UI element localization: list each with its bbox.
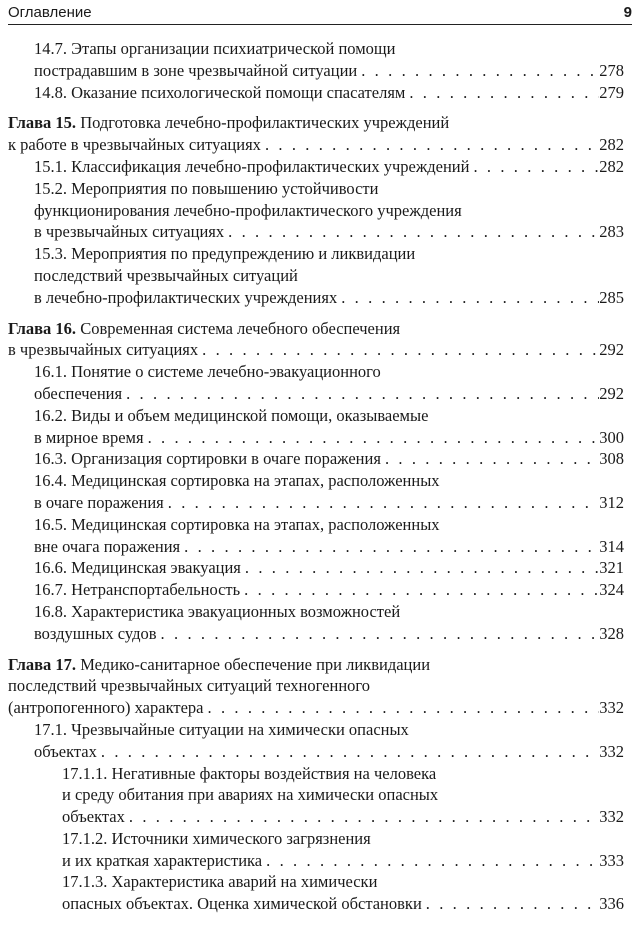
toc-page-number: 292 (599, 340, 624, 360)
toc-page-number: 308 (599, 449, 624, 469)
toc-text: обеспечения (34, 383, 123, 403)
toc-line-with-page (8, 697, 624, 719)
chapter-label: Глава 17. (8, 654, 77, 674)
toc-text: 17.1.2. Источники химического загрязнения (62, 828, 371, 848)
toc-entry[interactable] (0, 82, 640, 104)
toc-page-number: 282 (599, 135, 624, 155)
dot-leader (97, 741, 599, 763)
toc-text: 15.1. Классификация лечебно-профилактических учреждений (34, 156, 470, 176)
toc-text: 17.1.3. Характеристика аварий на химически (62, 872, 378, 892)
dot-leader (144, 427, 600, 449)
toc-line (34, 470, 640, 492)
toc-line (34, 514, 640, 536)
dot-leader (469, 156, 599, 178)
dot-leader (122, 383, 599, 405)
toc-entry[interactable] (0, 38, 640, 82)
toc-line-with-page (34, 536, 624, 558)
toc-text: последствий чрезвычайных ситуаций техногенного (8, 676, 371, 696)
toc-page-number: 282 (599, 156, 624, 176)
dot-leader (198, 339, 599, 361)
toc-line-with-page (62, 806, 624, 828)
toc-line (8, 318, 640, 340)
toc-text: Глава 15. Подготовка лечебно-профилактических учреждений (8, 113, 450, 133)
toc-line-with-page (34, 383, 624, 405)
toc-text: 15.3. Мероприятия по предупреждению и ликвидации (34, 244, 416, 264)
toc-line (34, 200, 640, 222)
toc-text: в мирное время (34, 427, 144, 447)
toc-entry[interactable] (0, 361, 640, 405)
toc-text: в очаге поражения (34, 492, 164, 512)
toc-page-number: 333 (599, 850, 624, 870)
toc-page-number: 279 (599, 82, 624, 102)
toc-line-with-page (34, 492, 624, 514)
running-title: Оглавление (8, 4, 92, 21)
toc-text: в чрезвычайных ситуациях (8, 340, 199, 360)
toc-chapter[interactable] (0, 654, 640, 719)
toc-line-with-page (34, 741, 624, 763)
dot-leader (422, 893, 599, 915)
toc-entry[interactable] (0, 448, 640, 470)
toc-text: воздушных судов (34, 623, 157, 643)
dot-leader (357, 60, 599, 82)
toc-line-with-page (34, 221, 624, 243)
page-header (8, 0, 632, 25)
toc-page-number: 324 (599, 580, 624, 600)
toc-text: 17.1.1. Негативные факторы воздействия на человека (62, 763, 437, 783)
toc-line-with-page (8, 134, 624, 156)
toc-line-with-page (34, 82, 624, 104)
toc-line (34, 38, 640, 60)
toc-text: 14.8. Оказание психологической помощи спасателям (34, 82, 406, 102)
toc-text: Глава 17. Медико-санитарное обеспечение при ликвидации (8, 654, 431, 674)
toc-page-number: 321 (599, 558, 624, 578)
dot-leader (180, 536, 599, 558)
toc-entry[interactable] (0, 514, 640, 558)
toc-page-number: 332 (599, 741, 624, 761)
toc-text: 17.1. Чрезвычайные ситуации на химически опасных (34, 719, 409, 739)
toc-line-with-page (34, 427, 624, 449)
dot-leader (337, 287, 599, 309)
toc-page-number: 292 (599, 383, 624, 403)
toc-line-with-page (34, 156, 624, 178)
toc-text: 15.2. Мероприятия по повышению устойчивости (34, 178, 379, 198)
toc-line-with-page (34, 60, 624, 82)
toc-text: 16.3. Организация сортировки в очаге поражения (34, 449, 381, 469)
toc-text: объектах (62, 807, 125, 827)
toc-text: Глава 16. Современная система лечебного обеспечения (8, 318, 401, 338)
toc-line (62, 763, 640, 785)
toc-page-number: 278 (599, 60, 624, 80)
toc-entry[interactable] (0, 470, 640, 514)
dot-leader (241, 557, 599, 579)
toc-entry[interactable] (0, 871, 640, 915)
page-number: 9 (623, 4, 632, 21)
dot-leader (261, 134, 599, 156)
toc-text: и среду обитания при авариях на химически опасных (62, 785, 439, 805)
toc-entry[interactable] (0, 719, 640, 763)
toc-chapter[interactable] (0, 112, 640, 156)
toc-line-with-page (62, 850, 624, 872)
toc-text: в чрезвычайных ситуациях (34, 222, 225, 242)
chapter-label: Глава 16. (8, 318, 77, 338)
toc-line (34, 719, 640, 741)
toc-entry[interactable] (0, 763, 640, 828)
toc-text: 16.1. Понятие о системе лечебно-эвакуационного (34, 362, 381, 382)
toc-text: к работе в чрезвычайных ситуациях (8, 135, 261, 155)
toc-text: опасных объектах. Оценка химической обстановки (62, 894, 422, 914)
toc-page-number: 300 (599, 427, 624, 447)
toc-line-with-page (34, 579, 624, 601)
toc-entry[interactable] (0, 178, 640, 243)
toc-line (34, 601, 640, 623)
dot-leader (204, 697, 600, 719)
toc-line (8, 112, 640, 134)
toc-text: функционирования лечебно-профилактического учреждения (34, 200, 462, 220)
toc-chapter[interactable] (0, 318, 640, 362)
toc-text: 16.7. Нетранспортабельность (34, 580, 241, 600)
toc-text: (антропогенного) характера (8, 698, 204, 718)
toc-line (34, 405, 640, 427)
toc-entry[interactable] (0, 601, 640, 645)
toc-text: объектах (34, 741, 97, 761)
toc-text: в лечебно-профилактических учреждениях (34, 287, 338, 307)
toc-line (62, 871, 640, 893)
dot-leader (164, 492, 599, 514)
toc-text: и их краткая характеристика (62, 850, 263, 870)
toc-page-number: 328 (599, 623, 624, 643)
toc-line (8, 654, 640, 676)
toc-entry[interactable] (0, 243, 640, 308)
dot-leader (240, 579, 599, 601)
toc-entry[interactable] (0, 828, 640, 872)
toc-page-number: 283 (599, 222, 624, 242)
toc-line-with-page (62, 893, 624, 915)
toc-text: 16.6. Медицинская эвакуация (34, 558, 241, 578)
toc-text: последствий чрезвычайных ситуаций (34, 265, 298, 285)
toc-entry[interactable] (0, 557, 640, 579)
toc-line (8, 675, 640, 697)
toc-page-number: 312 (599, 492, 624, 512)
chapter-label: Глава 15. (8, 113, 77, 133)
toc-line-with-page (34, 557, 624, 579)
toc-entry[interactable] (0, 579, 640, 601)
toc-line-with-page (34, 448, 624, 470)
toc-text: пострадавшим в зоне чрезвычайной ситуации (34, 60, 358, 80)
toc-text: вне очага поражения (34, 536, 181, 556)
toc-line (34, 361, 640, 383)
toc-text: 14.7. Этапы организации психиатрической помощи (34, 39, 396, 58)
toc-text: 16.4. Медицинская сортировка на этапах, расположенных (34, 471, 440, 491)
toc-line (34, 178, 640, 200)
dot-leader (405, 82, 599, 104)
toc-line (34, 265, 640, 287)
toc-line (62, 828, 640, 850)
toc-page-number: 314 (599, 536, 624, 556)
toc-line (62, 784, 640, 806)
dot-leader (125, 806, 599, 828)
dot-leader (262, 850, 599, 872)
toc-text: 16.2. Виды и объем медицинской помощи, оказываемые (34, 405, 429, 425)
dot-leader (381, 448, 599, 470)
toc-entry[interactable] (0, 156, 640, 178)
dot-leader (157, 623, 600, 645)
table-of-contents (0, 38, 640, 915)
toc-entry[interactable] (0, 405, 640, 449)
toc-line (34, 243, 640, 265)
toc-text: 16.5. Медицинская сортировка на этапах, расположенных (34, 514, 440, 534)
dot-leader (224, 221, 599, 243)
toc-page-number: 332 (599, 807, 624, 827)
toc-line-with-page (34, 623, 624, 645)
toc-line-with-page (8, 339, 624, 361)
toc-page-number: 285 (599, 287, 624, 307)
toc-page-number: 332 (599, 698, 624, 718)
toc-text: 16.8. Характеристика эвакуационных возможностей (34, 601, 401, 621)
toc-line-with-page (34, 287, 624, 309)
toc-page-number: 336 (599, 894, 624, 914)
